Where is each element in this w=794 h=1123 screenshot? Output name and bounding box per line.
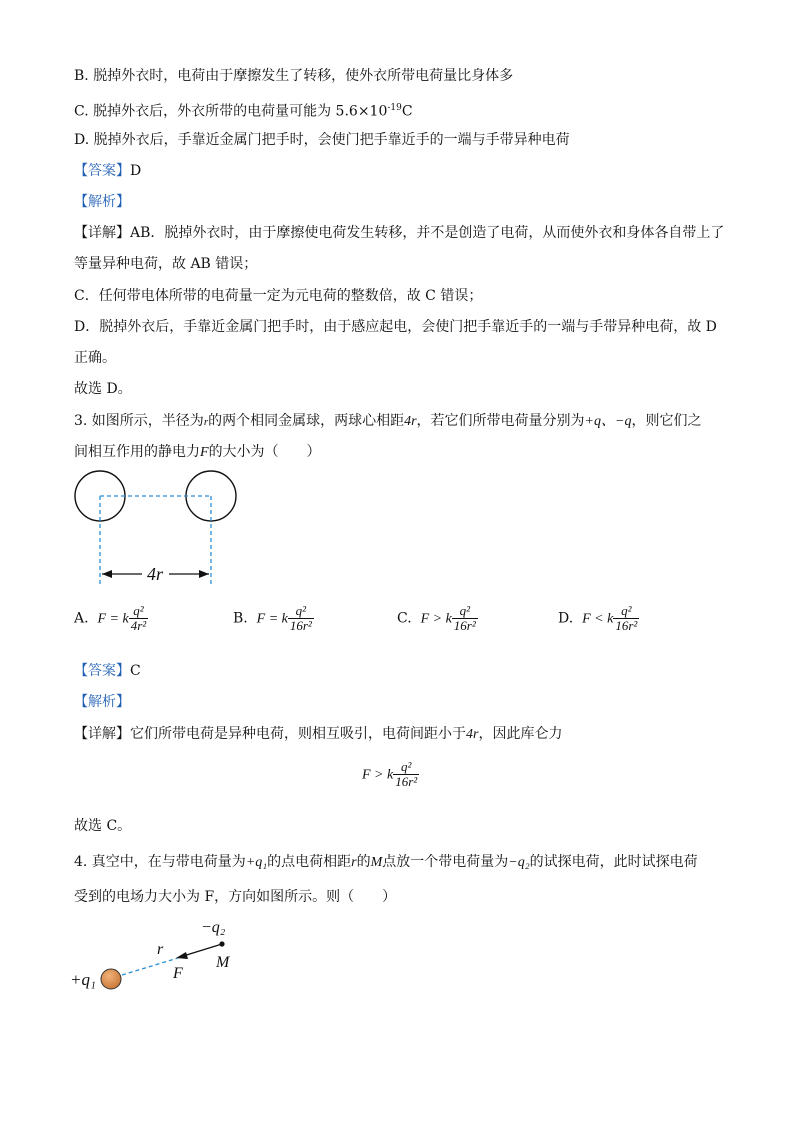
detail-line-4: D．脱掉外衣后，手靠近金属门把手时，由于感应起电，会使门把手靠近手的一端与手带异种电荷，故 D (74, 319, 717, 335)
test-charge-label: −q₂ (201, 919, 226, 936)
distance-label: r (157, 941, 164, 958)
point-m-label: M (216, 954, 230, 971)
option-label: A. (74, 610, 89, 627)
force-arrow-head-icon (176, 952, 188, 959)
analysis-tag-text: 【解析】 (74, 194, 130, 210)
q3-option-a (74, 604, 148, 633)
option-c (74, 98, 413, 122)
q3-stem-text: 3. 如图所示，半径为 (74, 413, 204, 429)
option-lhs: F = k (256, 611, 288, 627)
conclusion-q2: 故选 D。 (74, 381, 132, 397)
q3-force-symbol: F (200, 445, 209, 460)
q3-option-c (397, 604, 478, 633)
detail-line-3: C．任何带电体所带的电荷量一定为元电荷的整数倍，故 C 错误； (74, 288, 483, 304)
q3-figure (60, 460, 260, 590)
detail-line-1 (74, 223, 724, 243)
option-fraction (452, 604, 478, 633)
fraction-denominator: 16r² (395, 774, 418, 789)
source-charge-label: +q₁ (70, 970, 96, 989)
option-lhs: F > k (420, 611, 452, 627)
detail-text-1: AB．脱掉外衣时，由于摩擦使电荷发生转移，并不是创造了电荷，从而使外衣和身体各自带上了 (130, 225, 725, 241)
option-c-exponent: -19 (387, 103, 402, 113)
q3-stem-text: ，则它们之 (631, 413, 702, 429)
answer-value: C (130, 663, 141, 679)
q3-formula (362, 760, 419, 789)
option-lhs: F = k (97, 611, 129, 627)
q4-stem-text: 的 (356, 854, 371, 870)
detail-line-2: 等量异种电荷，故 AB 错误； (74, 256, 258, 272)
answer-tag: 【答案】 (74, 663, 130, 679)
q4-point-symbol: M (370, 855, 383, 870)
fraction-numerator: q² (621, 603, 632, 618)
q4-stem-text: 点放一个带电荷量为 (382, 854, 509, 870)
q3-stem-text: ，若它们所带电荷量分别为 (416, 413, 585, 429)
option-label: D. (558, 610, 574, 627)
q3-stem-line-1 (74, 411, 701, 432)
fraction-numerator: q² (295, 603, 307, 618)
fraction-denominator: 16r² (289, 618, 312, 633)
q3-stem-text: 的两个相同金属球，两球心相距 (208, 413, 405, 429)
option-label: B. (233, 610, 248, 627)
q3-charges-symbol: +q、−q (584, 414, 632, 429)
option-label: C. (397, 610, 412, 627)
detail-line-5: 正确。 (74, 350, 116, 366)
fraction-numerator: q² (401, 759, 412, 774)
answer-value: D (130, 163, 142, 179)
fraction-denominator: 4r² (130, 618, 147, 633)
q4-figure (68, 912, 268, 1002)
fraction-numerator: q² (459, 603, 470, 618)
q4-stem-text: 4. 真空中，在与带电荷量为 (74, 854, 246, 870)
force-label: F (173, 965, 183, 982)
option-fraction (129, 604, 148, 633)
q3-stem-text: 间相互作用的静电力 (74, 444, 200, 460)
option-lhs: F < k (582, 611, 614, 627)
q3-detail-line (74, 724, 562, 745)
detail-text: ，因此库仑力 (478, 726, 563, 742)
q4-stem-line-1 (74, 852, 698, 873)
fraction-denominator: 16r² (615, 618, 638, 633)
q3-distance-symbol: 4r (404, 414, 417, 429)
formula-fraction (393, 760, 419, 789)
option-c-unit: C (401, 103, 413, 120)
arrow-right-icon (199, 570, 209, 578)
analysis-tag-text: 【解析】 (74, 694, 130, 710)
q4-stem-text: 的试探电荷，此时试探电荷 (529, 854, 698, 870)
detail-tag: 【详解】 (74, 225, 130, 241)
formula-lhs: F > k (362, 767, 394, 783)
source-charge-ball (101, 969, 121, 989)
detail-distance-symbol: 4r (466, 727, 479, 742)
q3-option-d (558, 604, 639, 633)
q3-analysis-tag (74, 692, 130, 712)
option-fraction (288, 604, 314, 633)
analysis-tag (74, 192, 130, 212)
q3-radius-symbol: r (203, 416, 209, 428)
option-b: B. 脱掉外衣时，电荷由于摩擦发生了转移，使外衣所带电荷量比身体多 (74, 68, 514, 84)
answer-line (74, 161, 141, 181)
test-charge-point (219, 941, 224, 946)
q4-stem-text: 的点电荷相距 (267, 854, 352, 870)
q3-stem-text: 的大小为（ ） (208, 444, 321, 460)
option-fraction (613, 604, 639, 633)
q4-source-charge: +q₁ (245, 855, 268, 870)
option-d: D. 脱掉外衣后，手靠近金属门把手时，会使门把手靠近手的一端与手带异种电荷 (74, 132, 570, 148)
q3-answer-line (74, 661, 141, 681)
distance-label: 4r (146, 564, 164, 584)
conclusion-q3: 故选 C。 (74, 818, 132, 834)
q4-stem-line-2: 受到的电场力大小为 F，方向如图所示。则（ ） (74, 889, 397, 905)
q4-distance-symbol: r (351, 855, 357, 870)
detail-text: 它们所带电荷是异种电荷，则相互吸引，电荷间距小于 (130, 726, 466, 742)
answer-tag: 【答案】 (74, 163, 130, 179)
fraction-denominator: 16r² (453, 618, 476, 633)
q4-test-charge: −q₂ (508, 855, 530, 870)
detail-tag: 【详解】 (74, 726, 130, 742)
distance-dashed-line (122, 958, 178, 975)
arrow-left-icon (102, 570, 112, 578)
q3-option-b (233, 604, 314, 633)
fraction-numerator: q² (133, 603, 144, 618)
option-c-text: C. 脱掉外衣后，外衣所带的电荷量可能为 5.6×10 (74, 103, 388, 120)
